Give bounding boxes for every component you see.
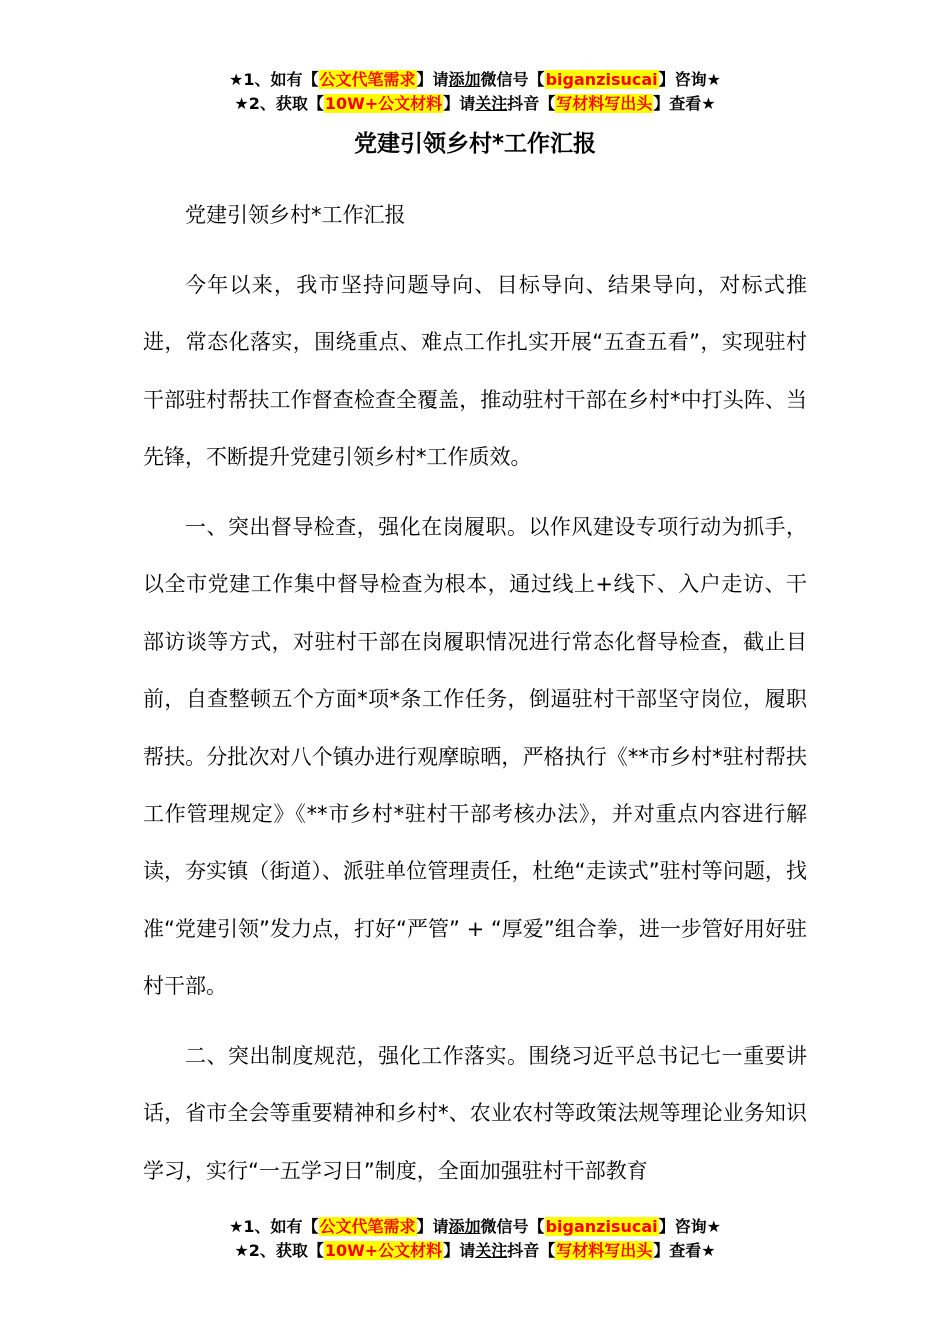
paragraph-section-one: 一、突出督导检查，强化在岗履职。以作风建设专项行动为抓手，以全市党建工作集中督导检查为根本，通过线上+线下、入户走访、干部访谈等方式，对驻村干部在岗履职情况进行常态化督导检查，截止目前，自查整顿五个方面*项*条工作任务，倒逼驻村干部坚守岗位，履职帮扶。分批次对八个镇办进行观摩晾晒，严格执行《**市乡村*驻村帮扶工作管理规定》《**市乡村*驻村干部考核办法》，并对重点内容进行解读，夯实镇（街道）、派驻单位管理责任，杜绝“走读式”驻村等问题，找准“党建引领”发力点，打好“严管” + “厚爱”组合拳，进一步管好用好驻村干部。 <box>143 515 807 999</box>
document-title: 党建引领乡村*工作汇报 <box>353 131 597 157</box>
header-ad-banner <box>0 68 950 116</box>
footer-ad-1-text-wechat: 微信号【 <box>480 1217 545 1236</box>
header-ad-1-suffix: 】咨询★ <box>658 70 721 89</box>
footer-ad-2-highlight-account: 写材料写出头 <box>556 1241 653 1260</box>
header-ad-2-underlined: 关注 <box>475 94 508 113</box>
document-body-subtitle <box>143 187 807 244</box>
footer-ad-1-highlight-service: 公文代笔需求 <box>319 1217 416 1236</box>
paragraph-intro: 今年以来，我市坚持问题导向、目标导向、结果导向，对标式推进，常态化落实，围绕重点、难点工作扎实开展“五查五看”，实现驻村干部驻村帮扶工作督查检查全覆盖，推动驻村干部在乡村*中打头阵、当先锋，不断提升党建引领乡村*工作质效。 <box>143 273 807 470</box>
footer-ad-1-suffix: 】咨询★ <box>658 1217 721 1236</box>
document-body-paragraph-2 <box>143 499 807 1016</box>
paragraph-section-two: 二、突出制度规范，强化工作落实。围绕习近平总书记七一重要讲话，省市全会等重要精神和乡村*、农业农村等政策法规等理论业务知识学习，实行“一五学习日”制度，全面加强驻村干部教育 <box>143 1044 807 1183</box>
footer-ad-line-1 <box>0 1215 950 1239</box>
footer-ad-1-underlined: 添加 <box>448 1217 481 1236</box>
footer-ad-2-underlined: 关注 <box>475 1241 508 1260</box>
footer-ad-banner <box>0 1215 950 1263</box>
footer-ad-1-highlight-wechat-id: biganzisucai <box>545 1217 658 1236</box>
footer-ad-2-text-douyin: 抖音【 <box>507 1241 556 1260</box>
footer-ad-line-2 <box>0 1239 950 1263</box>
document-body-paragraph-1 <box>143 257 807 487</box>
header-ad-1-text-wechat: 微信号【 <box>480 70 545 89</box>
header-ad-line-2 <box>0 92 950 116</box>
header-ad-1-prefix: ★1、如有【 <box>229 70 319 89</box>
footer-ad-2-prefix: ★2、获取【 <box>234 1241 324 1260</box>
header-ad-1-underlined: 添加 <box>448 70 481 89</box>
footer-ad-2-highlight-materials: 10W+公文材料 <box>324 1241 443 1260</box>
document-body-paragraph-3 <box>143 1028 807 1198</box>
footer-ad-2-suffix: 】查看★ <box>653 1241 716 1260</box>
header-ad-2-prefix: ★2、获取【 <box>234 94 324 113</box>
header-ad-1-text: 】请 <box>416 70 449 89</box>
footer-ad-2-text: 】请 <box>443 1241 476 1260</box>
footer-ad-1-text: 】请 <box>416 1217 449 1236</box>
header-ad-line-1 <box>0 68 950 92</box>
header-ad-2-text-douyin: 抖音【 <box>507 94 556 113</box>
header-ad-2-highlight-account: 写材料写出头 <box>556 94 653 113</box>
header-ad-2-highlight-materials: 10W+公文材料 <box>324 94 443 113</box>
document-subtitle: 党建引领乡村*工作汇报 <box>185 203 406 227</box>
header-ad-2-suffix: 】查看★ <box>653 94 716 113</box>
header-ad-2-text: 】请 <box>443 94 476 113</box>
footer-ad-1-prefix: ★1、如有【 <box>229 1217 319 1236</box>
header-ad-1-highlight-wechat-id: biganzisucai <box>545 70 658 89</box>
header-ad-1-highlight-service: 公文代笔需求 <box>319 70 416 89</box>
